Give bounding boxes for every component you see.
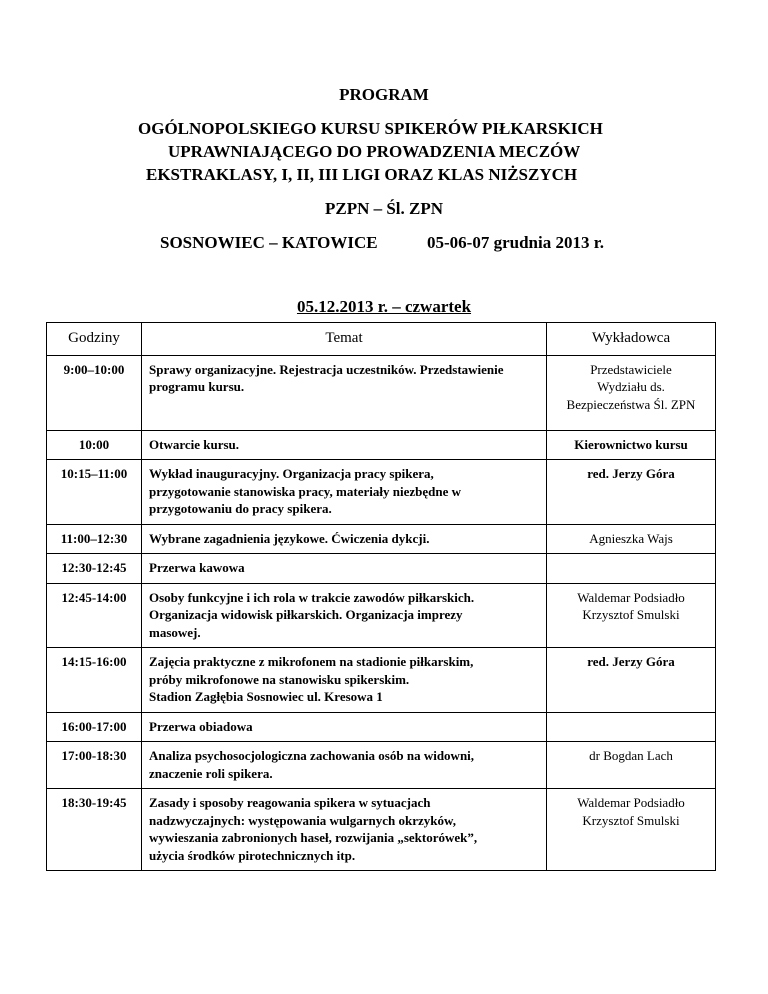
topic-line: próby mikrofonowe na stanowisku spikerskim. (149, 671, 410, 687)
row-lecturer (547, 712, 716, 742)
row-topic (142, 554, 547, 584)
row-hours: 12:45-14:00 (47, 583, 142, 648)
row-lecturer (547, 789, 716, 871)
row-hours: 10:00 (47, 430, 142, 460)
topic-line: przygotowanie stanowiska pracy, materiały niezbędne w (149, 483, 461, 499)
row-topic (142, 524, 547, 554)
topic-line: nadzwyczajnych: występowania wulgarnych okrzyków, (149, 812, 456, 828)
schedule-table (46, 322, 716, 871)
table-row (47, 742, 716, 789)
table-row (47, 648, 716, 713)
lecturer-line: Wydziału ds. (597, 379, 665, 394)
column-header-hours: Godziny (47, 323, 142, 356)
row-lecturer (547, 430, 716, 460)
topic-line: Osoby funkcyjne i ich rola w trakcie zawodów piłkarskich. (149, 589, 475, 605)
row-hours: 18:30-19:45 (47, 789, 142, 871)
table-row (47, 524, 716, 554)
row-lecturer (547, 648, 716, 713)
table-row (47, 554, 716, 584)
row-hours: 17:00-18:30 (47, 742, 142, 789)
title-line-1: OGÓLNOPOLSKIEGO KURSU SPIKERÓW PIŁKARSKICH (138, 119, 603, 138)
course-dates: 05-06-07 grudnia 2013 r. (427, 233, 604, 252)
topic-line: Sprawy organizacyjne. Rejestracja uczestników. Przedstawienie (149, 361, 504, 377)
row-topic (142, 789, 547, 871)
program-heading: PROGRAM (339, 85, 429, 104)
day-heading: 05.12.2013 r. – czwartek (296, 297, 472, 316)
lecturer-line: red. Jerzy Góra (587, 654, 675, 669)
topic-line: wywieszania zabronionych haseł, rozwijania „sektorówek”, (149, 830, 478, 845)
topic-line: Wybrane zagadnienia językowe. Ćwiczenia dykcji. (149, 530, 430, 546)
table-row (47, 583, 716, 648)
table-row (47, 460, 716, 525)
row-topic (142, 430, 547, 460)
lecturer-line: Kierownictwo kursu (574, 436, 688, 452)
topic-line: Przerwa obiadowa (149, 718, 253, 734)
column-header-topic: Temat (142, 323, 547, 356)
lecturer-line: Przedstawiciele (590, 361, 672, 377)
row-lecturer (547, 554, 716, 584)
lecturer-line: Krzysztof Smulski (582, 607, 680, 622)
topic-line: przygotowaniu do pracy spikera. (149, 501, 332, 516)
row-topic (142, 355, 547, 430)
lecturer-line: Krzysztof Smulski (582, 812, 680, 828)
topic-line: Otwarcie kursu. (149, 436, 240, 452)
row-hours: 14:15-16:00 (47, 648, 142, 713)
topic-line: Organizacja widowisk piłkarskich. Organizacja imprezy (149, 607, 463, 622)
table-row (47, 355, 716, 430)
topic-line: Stadion Zagłębia Sosnowiec ul. Kresowa 1 (149, 689, 383, 704)
row-topic (142, 712, 547, 742)
topic-line: programu kursu. (149, 379, 245, 394)
topic-line: masowej. (149, 624, 201, 640)
row-hours: 10:15–11:00 (47, 460, 142, 525)
row-hours: 16:00-17:00 (47, 712, 142, 742)
topic-line: Zasady i sposoby reagowania spikera w sytuacjach (149, 795, 431, 810)
topic-line: Analiza psychosocjologiczna zachowania osób na widowni, (149, 748, 475, 763)
table-row (47, 712, 716, 742)
row-topic (142, 742, 547, 789)
lecturer-line: Waldemar Podsiadło (577, 795, 685, 810)
row-lecturer (547, 460, 716, 525)
lecturer-line: Bezpieczeństwa Śl. ZPN (566, 396, 696, 412)
row-hours: 9:00–10:00 (47, 355, 142, 430)
lecturer-line: Agnieszka Wajs (589, 530, 673, 546)
table-header-row (47, 323, 716, 356)
row-lecturer (547, 583, 716, 648)
row-hours: 11:00–12:30 (47, 524, 142, 554)
topic-line: Zajęcia praktyczne z mikrofonem na stadionie piłkarskim, (149, 654, 474, 669)
row-lecturer (547, 355, 716, 430)
organizer: PZPN – Śl. ZPN (324, 199, 444, 218)
row-lecturer (547, 524, 716, 554)
row-topic (142, 583, 547, 648)
title-line-3: EKSTRAKLASY, I, II, III LIGI ORAZ KLAS NIŻSZYCH (146, 165, 578, 184)
lecturer-line: Waldemar Podsiadło (577, 589, 685, 605)
row-topic (142, 648, 547, 713)
topic-line: znaczenie roli spikera. (149, 765, 273, 781)
location: SOSNOWIEC – KATOWICE (160, 233, 378, 252)
row-topic (142, 460, 547, 525)
row-hours: 12:30-12:45 (47, 554, 142, 584)
lecturer-line: dr Bogdan Lach (589, 748, 673, 763)
lecturer-line: red. Jerzy Góra (587, 466, 675, 481)
title-line-2: UPRAWNIAJĄCEGO DO PROWADZENIA MECZÓW (168, 142, 581, 161)
row-lecturer (547, 742, 716, 789)
topic-line: Przerwa kawowa (149, 560, 245, 575)
column-header-lecturer: Wykładowca (547, 323, 716, 356)
table-row (47, 789, 716, 871)
topic-line: użycia środków pirotechnicznych itp. (149, 847, 356, 863)
table-row (47, 430, 716, 460)
topic-line: Wykład inauguracyjny. Organizacja pracy spikera, (149, 466, 434, 481)
